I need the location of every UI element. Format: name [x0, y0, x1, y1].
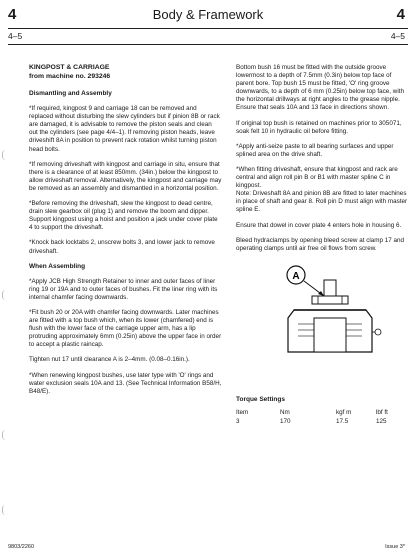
paragraph: If original top bush is retained on machines prior to 305071, soak felt 10 in hydraulic oil before fitting.	[236, 119, 402, 135]
right-column	[236, 64, 408, 427]
threaded-shaft	[324, 280, 336, 296]
cell-lbfft: 125	[376, 417, 387, 425]
paragraph: Bottom bush 16 must be fitted with the outside groove lowermost to a depth of 7.5mm (0.3in) below top face of parent bore. Top bush 15 must be fitted, 'O' ring groove downwards, to a depth of 6 mm (0.25in) below top face, with the horizontal drillways at right angles to the grease nipple. Ensure that seals 10A and 13 face in directions shown.	[236, 64, 405, 112]
paragraph: *If required, kingpost 9 and carriage 18 can be removed and replaced without disturbing the slew cylinders but if pinion 8B or rack are damaged, it is advisable to remove the piston seals and clean out the cylinders (see page 4/4–1). If removing piston heads, leave driveshift 8A in position to prevent rack rotation whilst turning piston head bolts.	[29, 105, 220, 153]
page-number-right: 4–5	[390, 31, 405, 41]
torque-settings-heading: Torque Settings	[236, 395, 285, 403]
col-header-nm: Nm	[280, 408, 290, 416]
binder-hole-mark	[2, 150, 9, 160]
col-header-item: Item	[236, 408, 249, 416]
clearance-diagram-drawing	[254, 260, 404, 356]
paragraph: *Knock back locktabs 2, unscrew bolts 3, and lower jack to remove driveshaft.	[29, 239, 215, 255]
table-header-row	[236, 409, 406, 418]
paragraph: Ensure that dowel in cover plate 4 enters hole in housing 6.	[236, 221, 402, 229]
cell-item: 3	[236, 417, 240, 425]
binder-hole-mark	[2, 290, 9, 300]
kingpost	[314, 318, 346, 352]
page-number-left: 4–5	[8, 31, 23, 41]
paragraph: *Before removing the driveshaft, slew the kingpost to dead centre, drain slew gearbox oil (plug 1) and remove the boom and dipper. Support kingpost using a hoist and position a jack under cover plate 4 to support the driveshaft.	[29, 200, 218, 232]
cell-nm: 170	[280, 417, 291, 425]
header-rule-top	[8, 28, 408, 29]
section-heading: KINGPOST & CARRIAGE from machine no. 293246	[29, 64, 111, 80]
table-row	[236, 418, 406, 427]
header-rule-bottom	[8, 44, 408, 45]
paragraph: *When fitting driveshaft, ensure that kingpost and rack are central and align roll pin B or B1 with master spline C in kingpost. Note: Driveshaft 8A and pinion 8B are fitted to later machines in place of shaft and gear 8. Roll pin D must align with master spline E.	[236, 165, 408, 214]
binder-hole-mark	[2, 430, 9, 440]
section-number-left: 4	[8, 6, 17, 23]
paragraph: *When renewing kingpost bushes, use later type with 'O' rings and water exclusion seals 10A and 13. (See Technical Information B58/H, B48/E).	[29, 371, 222, 395]
col-header-lbfft: lbf ft	[376, 408, 388, 416]
paragraph: Tighten nut 17 until clearance A is 2–4mm. (0.08–0.16in.).	[29, 356, 190, 364]
cell-kgfm: 17.5	[336, 417, 349, 425]
left-column	[29, 64, 222, 403]
paragraph: *Apply anti-seize paste to all bearing surfaces and upper splined area on the drive shaft.	[236, 142, 394, 158]
paragraph: *If removing driveshaft with kingpost and carriage in situ, ensure that there is a clearance of at least 850mm. (34in.) below the kingpost to allow driveshaft removal. Alternatively, the kingpost and carriage may be removed as an assembly and dismantled in a horizontal position.	[29, 160, 222, 192]
callout-label: A	[292, 270, 300, 282]
section-number-right: 4	[396, 6, 405, 23]
binder-hole-mark	[2, 505, 9, 515]
torque-table	[236, 409, 406, 427]
assembling-heading: When Assembling	[29, 262, 86, 270]
clearance-diagram	[254, 260, 404, 356]
paragraph: *Apply JCB High Strength Retainer to inner and outer faces of liner ring 19 or 19A and to outer faces of bushes. Fit the liner ring with its internal chamfer facing downwards.	[29, 277, 218, 301]
paragraph: *Fit bush 20 or 20A with chamfer facing downwards. Later machines are fitted with a top bush which, when its lower (chamfered) end is flush with the lower face of the carriage upper arm, has a lip protruding approximately 6mm (0.25in) above the upper face in order to accept a plastic raincap.	[29, 308, 222, 349]
nut	[312, 296, 348, 304]
issue-number: Issue 3*	[385, 544, 405, 550]
paragraph: Bleed hydraclamps by opening bleed screw at clamp 17 and operating clamps until air free oil flows from screw.	[236, 236, 405, 252]
dismantling-heading: Dismantling and Assembly	[29, 90, 112, 97]
col-header-kgfm: kgf m	[336, 408, 352, 416]
page-title: Body & Framework	[152, 7, 264, 22]
document-number: 9803/2260	[8, 544, 34, 550]
